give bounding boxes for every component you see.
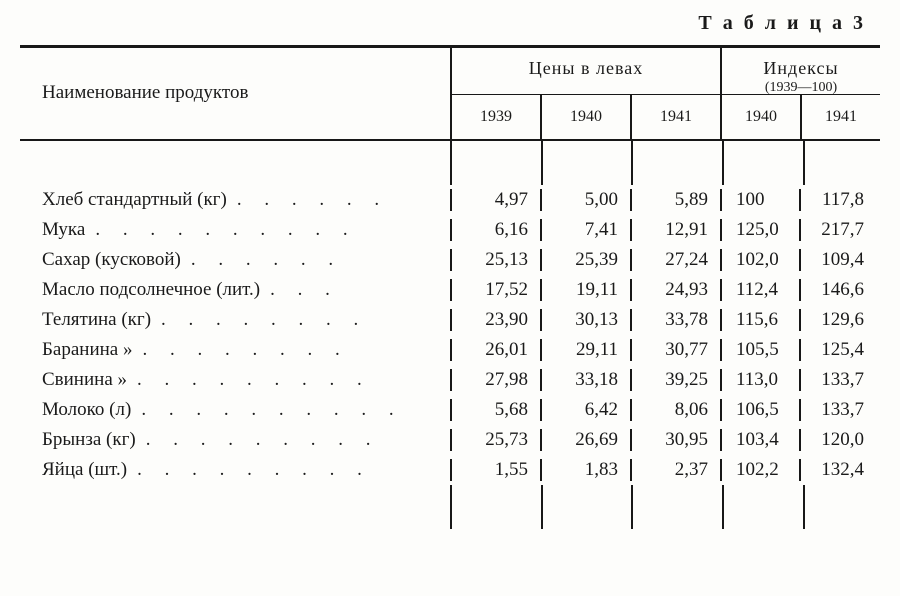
row-price-1939: 5,68 [494, 399, 528, 420]
row-price-1940: 1,83 [540, 459, 630, 481]
header-prices-years [452, 95, 720, 139]
spacer-seg [631, 141, 722, 185]
row-name-cell [20, 279, 450, 301]
row-leader-dots: . . . . . . [236, 189, 389, 210]
row-index-1940: 102,2 [736, 459, 779, 480]
spacer-index-col [722, 485, 884, 529]
table-header [20, 48, 880, 139]
spacer-seg [541, 485, 632, 529]
row-price-1941: 30,77 [630, 339, 720, 361]
row-price-1940: 7,41 [540, 219, 630, 241]
row-index-cells [720, 369, 880, 391]
row-index-1941: 117,8 [799, 189, 880, 211]
row-product-label: Масло подсолнечное (лит.) [42, 279, 261, 300]
row-prices-cells [450, 249, 720, 271]
header-prices-group [450, 48, 720, 139]
spacer-name-col [20, 141, 450, 185]
row-index-cells [720, 339, 880, 361]
row-price-1941: 33,78 [630, 309, 720, 331]
row-name-cell [20, 219, 450, 241]
row-index-1941: 133,7 [799, 369, 880, 391]
row-index-1940: 113,0 [736, 369, 779, 390]
row-price-1939: 23,90 [485, 309, 528, 330]
row-price-1941: 12,91 [630, 219, 720, 241]
row-price-1939: 4,97 [494, 189, 528, 210]
header-name-cell [20, 48, 450, 139]
row-product-label: Молоко (л) [42, 399, 132, 420]
row-index-1940: 105,5 [736, 339, 779, 360]
row-prices-cells [450, 309, 720, 331]
header-index-label [722, 48, 880, 94]
row-prices-cells [450, 189, 720, 211]
spacer-name-col [20, 485, 450, 529]
spacer-seg [541, 141, 632, 185]
row-product-label: Свинина » [42, 369, 127, 390]
row-index-1941: 217,7 [799, 219, 880, 241]
row-price-1939: 27,98 [485, 369, 528, 390]
header-year-1939: 1939 [480, 108, 512, 125]
row-index-cells [720, 399, 880, 421]
row-index-1941: 132,4 [799, 459, 880, 481]
header-index-years [722, 95, 880, 139]
row-name-cell [20, 189, 450, 211]
row-price-1941: 24,93 [630, 279, 720, 301]
row-index-1941: 120,0 [799, 429, 880, 451]
row-leader-dots: . . . [270, 279, 339, 300]
header-name-label: Наименование продуктов [42, 82, 249, 103]
table-row [20, 215, 880, 245]
body-top-spacer [20, 141, 880, 185]
row-price-1941: 5,89 [630, 189, 720, 211]
spacer-index-col [722, 141, 884, 185]
table-body [20, 141, 880, 529]
row-price-1941: 2,37 [630, 459, 720, 481]
table-row [20, 335, 880, 365]
row-price-1940: 26,69 [540, 429, 630, 451]
table-row [20, 455, 880, 485]
row-index-cells [720, 189, 880, 211]
row-price-1939: 25,13 [485, 249, 528, 270]
row-product-label: Мука [42, 219, 86, 240]
row-index-1941: 109,4 [799, 249, 880, 271]
row-product-label: Телятина (кг) [42, 309, 152, 330]
spacer-seg [803, 485, 884, 529]
table-row [20, 365, 880, 395]
header-index-year-1941: 1941 [800, 95, 880, 139]
header-group-row [20, 48, 880, 139]
table-row [20, 425, 880, 455]
row-price-1939: 6,16 [494, 219, 528, 240]
row-index-cells [720, 429, 880, 451]
spacer-seg [452, 141, 541, 185]
row-price-1940: 30,13 [540, 309, 630, 331]
row-leader-dots: . . . . . . . . [142, 339, 349, 360]
table-caption: Т а б л и ц а 3 [698, 12, 866, 34]
spacer-seg [803, 141, 884, 185]
spacer-prices-col [450, 485, 722, 529]
table-row [20, 305, 880, 335]
row-price-1940: 19,11 [540, 279, 630, 301]
row-product-label: Сахар (кусковой) [42, 249, 181, 270]
row-index-cells [720, 279, 880, 301]
spacer-seg [724, 141, 803, 185]
table-row [20, 245, 880, 275]
row-index-cells [720, 459, 880, 481]
header-year-1941: 1941 [630, 95, 720, 139]
row-product-label: Яйца (шт.) [42, 459, 128, 480]
row-price-1939: 1,55 [494, 459, 528, 480]
row-index-1940: 103,4 [736, 429, 779, 450]
row-price-1941: 27,24 [630, 249, 720, 271]
row-leader-dots: . . . . . . . . . [137, 459, 371, 480]
row-price-1939: 26,01 [485, 339, 528, 360]
table-row [20, 185, 880, 215]
row-index-1941: 146,6 [799, 279, 880, 301]
row-product-label: Баранина » [42, 339, 133, 360]
header-index-group [720, 48, 880, 139]
row-leader-dots: . . . . . . . . . . [141, 399, 403, 420]
row-index-1940: 102,0 [736, 249, 779, 270]
row-price-1941: 8,06 [630, 399, 720, 421]
row-price-1940: 5,00 [540, 189, 630, 211]
row-index-1940: 100 [736, 189, 765, 210]
row-prices-cells [450, 339, 720, 361]
row-name-cell [20, 309, 450, 331]
row-leader-dots: . . . . . . . . . [145, 429, 380, 450]
row-name-cell [20, 399, 450, 421]
row-name-cell [20, 429, 450, 451]
row-index-cells [720, 309, 880, 331]
row-product-label: Брынза (кг) [42, 429, 136, 450]
body-bottom-spacer [20, 485, 880, 529]
header-index-year-1940: 1940 [745, 108, 777, 125]
row-index-1941: 125,4 [799, 339, 880, 361]
row-leader-dots: . . . . . . . . [161, 309, 368, 330]
row-index-cells [720, 249, 880, 271]
row-index-1940: 112,4 [736, 279, 779, 300]
row-price-1941: 39,25 [630, 369, 720, 391]
row-prices-cells [450, 459, 720, 481]
row-prices-cells [450, 369, 720, 391]
row-index-1941: 129,6 [799, 309, 880, 331]
row-leader-dots: . . . . . . . . . . [95, 219, 357, 240]
header-index-subtitle: (1939—100) [764, 80, 838, 95]
row-name-cell [20, 459, 450, 481]
spacer-prices-col [450, 141, 722, 185]
row-prices-cells [450, 279, 720, 301]
row-index-cells [720, 219, 880, 241]
header-index-title: Индексы [763, 58, 839, 78]
row-price-1939: 17,52 [485, 279, 528, 300]
spacer-seg [724, 485, 803, 529]
row-product-label: Хлеб стандартный (кг) [42, 189, 227, 210]
row-price-1940: 25,39 [540, 249, 630, 271]
row-price-1940: 6,42 [540, 399, 630, 421]
row-price-1940: 29,11 [540, 339, 630, 361]
table-rows [20, 185, 880, 485]
row-prices-cells [450, 399, 720, 421]
row-name-cell [20, 339, 450, 361]
row-index-1940: 106,5 [736, 399, 779, 420]
spacer-seg [452, 485, 541, 529]
row-price-1941: 30,95 [630, 429, 720, 451]
row-price-1940: 33,18 [540, 369, 630, 391]
header-year-1940: 1940 [540, 95, 630, 139]
row-prices-cells [450, 219, 720, 241]
row-index-1941: 133,7 [799, 399, 880, 421]
header-prices-label: Цены в левах [528, 58, 644, 78]
row-leader-dots: . . . . . . [190, 249, 343, 270]
table-row [20, 395, 880, 425]
row-price-1939: 25,73 [485, 429, 528, 450]
row-name-cell [20, 249, 450, 271]
spacer-seg [631, 485, 722, 529]
row-leader-dots: . . . . . . . . . [137, 369, 371, 390]
row-prices-cells [450, 429, 720, 451]
row-index-1940: 115,6 [736, 309, 779, 330]
row-index-1940: 125,0 [736, 219, 779, 240]
table-row [20, 275, 880, 305]
row-name-cell [20, 369, 450, 391]
